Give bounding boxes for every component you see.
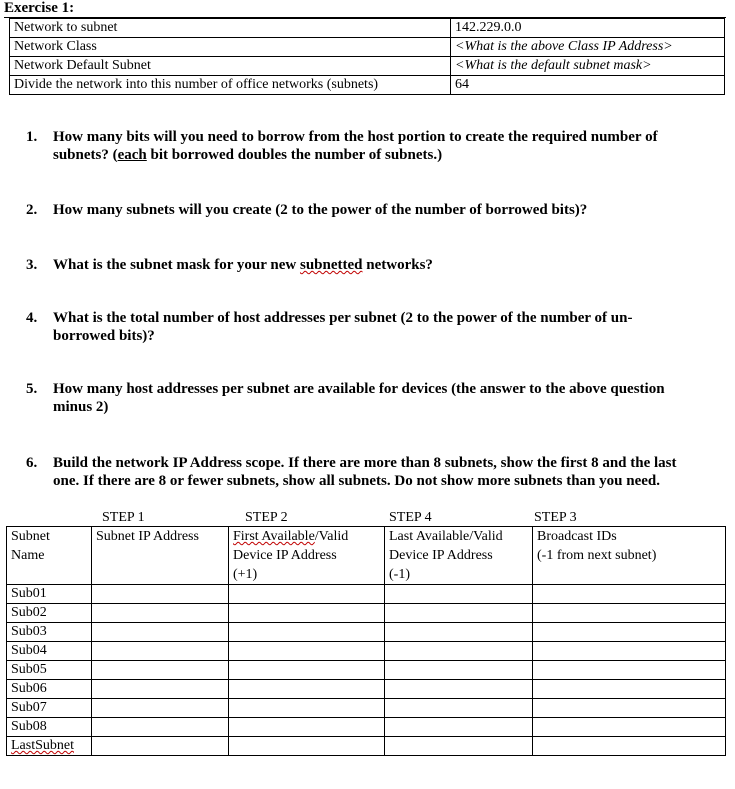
question-text: What is the subnet mask for your new subnetted networks?	[53, 257, 433, 273]
broadcast-cell[interactable]	[533, 661, 726, 680]
broadcast-cell[interactable]	[533, 585, 726, 604]
broadcast-cell[interactable]	[533, 642, 726, 661]
first-available-cell[interactable]	[229, 699, 385, 718]
table-row	[7, 661, 726, 680]
info-row-class	[10, 38, 725, 57]
table-row	[7, 604, 726, 623]
header-subnet-ip: Subnet IP Address	[92, 527, 229, 585]
question-number: 1.	[26, 129, 38, 145]
step-label-2: STEP 2	[245, 510, 288, 525]
broadcast-cell[interactable]	[533, 623, 726, 642]
broadcast-cell[interactable]	[533, 604, 726, 623]
question-text: Build the network IP Address scope. If there are more than 8 subnets, show the first 8 and the last one. If there are 8 or fewer subnets, show all subnets. Do not show more subnets than you need.	[53, 455, 677, 489]
last-available-cell[interactable]	[385, 604, 533, 623]
subnet-ip-cell[interactable]	[92, 718, 229, 737]
subnet-ip-cell[interactable]	[92, 737, 229, 756]
step-label-4: STEP 4	[389, 510, 432, 525]
exercise-title: Exercise 1:	[4, 0, 75, 16]
info-label-network: Network to subnet	[10, 19, 451, 38]
table-row	[7, 680, 726, 699]
subnet-ip-cell[interactable]	[92, 699, 229, 718]
table-row	[7, 737, 726, 756]
broadcast-cell[interactable]	[533, 680, 726, 699]
step-label-1: STEP 1	[102, 510, 145, 525]
question-number: 2.	[26, 202, 38, 218]
last-available-cell[interactable]	[385, 737, 533, 756]
scope-header-row	[7, 527, 726, 585]
last-available-cell[interactable]	[385, 623, 533, 642]
broadcast-cell[interactable]	[533, 699, 726, 718]
table-row	[7, 699, 726, 718]
last-available-cell[interactable]	[385, 680, 533, 699]
subnet-ip-cell[interactable]	[92, 642, 229, 661]
info-label-default-subnet: Network Default Subnet	[10, 57, 451, 76]
header-last-available: Last Available/Valid Device IP Address (-1)	[385, 527, 533, 585]
first-available-cell[interactable]	[229, 623, 385, 642]
header-first-available: First Available/Valid Device IP Address (+1)	[229, 527, 385, 585]
info-value-default-subnet: <What is the default subnet mask>	[451, 57, 725, 76]
last-available-cell[interactable]	[385, 661, 533, 680]
subnet-ip-cell[interactable]	[92, 680, 229, 699]
first-available-cell[interactable]	[229, 737, 385, 756]
first-available-cell[interactable]	[229, 585, 385, 604]
table-row	[7, 642, 726, 661]
subnet-name-cell: Sub02	[7, 604, 92, 623]
subnet-name-cell: Sub05	[7, 661, 92, 680]
step-label-3: STEP 3	[534, 510, 577, 525]
first-available-cell[interactable]	[229, 604, 385, 623]
question-number: 4.	[26, 310, 38, 326]
first-available-cell[interactable]	[229, 661, 385, 680]
first-available-cell[interactable]	[229, 680, 385, 699]
broadcast-cell[interactable]	[533, 737, 726, 756]
subnet-name-cell: Sub07	[7, 699, 92, 718]
last-available-cell[interactable]	[385, 585, 533, 604]
question-text: How many bits will you need to borrow from the host portion to create the required number of subnets? (each bit borrowed doubles the number of subnets.)	[53, 129, 658, 163]
subnet-name-cell: Sub04	[7, 642, 92, 661]
info-row-subnet-count	[10, 76, 725, 95]
last-available-cell[interactable]	[385, 642, 533, 661]
question-6	[26, 454, 731, 490]
broadcast-cell[interactable]	[533, 718, 726, 737]
first-available-cell[interactable]	[229, 718, 385, 737]
question-text: How many host addresses per subnet are available for devices (the answer to the above question minus 2)	[53, 381, 665, 415]
info-row-network	[10, 19, 725, 38]
info-row-default-subnet	[10, 57, 725, 76]
question-1	[26, 128, 731, 164]
subnet-ip-cell[interactable]	[92, 604, 229, 623]
subnet-name-cell: Sub06	[7, 680, 92, 699]
question-3	[26, 256, 731, 274]
question-text: How many subnets will you create (2 to the power of the number of borrowed bits)?	[53, 202, 588, 218]
subnet-name-cell: Sub08	[7, 718, 92, 737]
table-row	[7, 585, 726, 604]
info-label-subnet-count: Divide the network into this number of office networks (subnets)	[10, 76, 451, 95]
subnet-name-cell: Sub03	[7, 623, 92, 642]
last-available-cell[interactable]	[385, 718, 533, 737]
info-value-network: 142.229.0.0	[451, 19, 725, 38]
question-number: 3.	[26, 257, 38, 273]
info-value-subnet-count: 64	[451, 76, 725, 95]
last-available-cell[interactable]	[385, 699, 533, 718]
subnet-name-cell: LastSubnet	[7, 737, 92, 756]
header-subnet-name: Subnet Name	[7, 527, 92, 585]
subnet-name-cell: Sub01	[7, 585, 92, 604]
question-4	[26, 309, 731, 345]
first-available-cell[interactable]	[229, 642, 385, 661]
subnet-ip-cell[interactable]	[92, 661, 229, 680]
network-info-table	[9, 18, 725, 95]
table-row	[7, 718, 726, 737]
header-broadcast: Broadcast IDs (-1 from next subnet)	[533, 527, 726, 585]
ip-scope-table	[6, 526, 726, 756]
subnet-ip-cell[interactable]	[92, 623, 229, 642]
question-5	[26, 380, 731, 416]
info-label-class: Network Class	[10, 38, 451, 57]
question-2	[26, 201, 731, 219]
question-text: What is the total number of host addresses per subnet (2 to the power of the number of un- borrowed bits)?	[53, 310, 633, 344]
subnet-ip-cell[interactable]	[92, 585, 229, 604]
table-row	[7, 623, 726, 642]
info-value-class: <What is the above Class IP Address>	[451, 38, 725, 57]
question-number: 5.	[26, 381, 38, 397]
question-number: 6.	[26, 455, 38, 471]
